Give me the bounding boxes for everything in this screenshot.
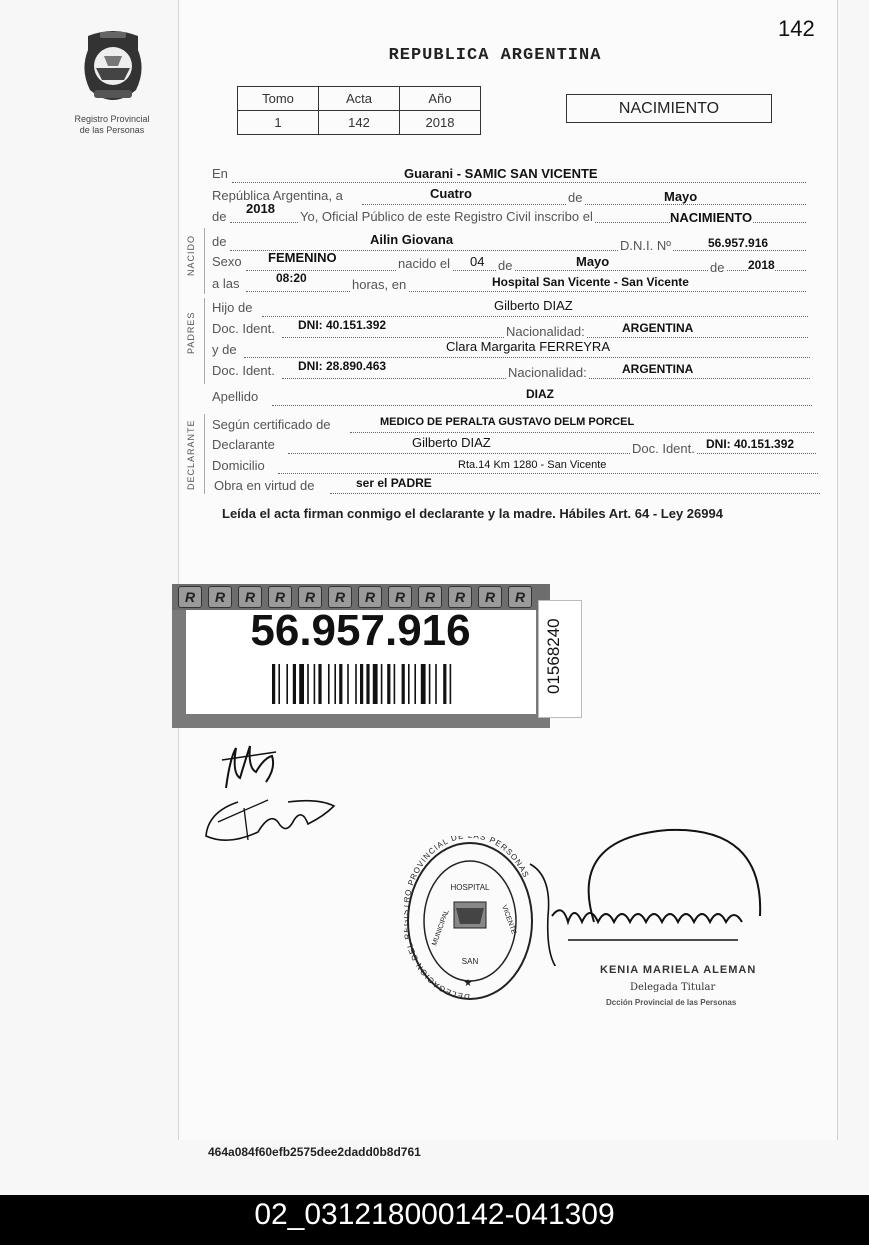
- official-org: Dcción Provincial de las Personas: [606, 998, 737, 1007]
- barcode-bar: [381, 664, 383, 704]
- barcode-bar: [443, 664, 446, 704]
- value-declarante-doc: DNI: 40.151.392: [706, 437, 795, 451]
- signature-official: [528, 826, 768, 971]
- label-republica: República Argentina, a: [212, 188, 343, 203]
- barcode-bar: [408, 664, 410, 704]
- label-nacionalidad-madre: Nacionalidad:: [508, 365, 587, 380]
- record-value-anio: 2018: [400, 111, 481, 135]
- closing-text: Leída el acta firman conmigo el declarante y la madre. Hábiles Art. 64 - Ley 26994: [222, 506, 723, 521]
- provincial-crest-logo: [80, 30, 146, 110]
- line-madre: [244, 357, 810, 358]
- stamp-inner-right: VICENTE: [500, 904, 518, 936]
- label-doc-declarante: Doc. Ident.: [632, 441, 695, 456]
- line-padre: [262, 316, 808, 317]
- label-y-de: y de: [212, 342, 237, 357]
- stamp-outer-text: DELEGACION DEL O PROVINCIAL DE S PERSONAS: [404, 836, 531, 1002]
- line-apellido: [272, 405, 812, 406]
- document-hash: 464a084f60efb2575dee2dadd0b8d761: [208, 1145, 421, 1159]
- footer-code: 02_031218000142-041309: [254, 1198, 615, 1231]
- line-domicilio: [278, 473, 818, 474]
- record-header-anio: Año: [400, 87, 481, 111]
- value-dia-nac: 04: [470, 254, 485, 269]
- line-declarante: [288, 453, 816, 454]
- label-de-anio-nac: de: [710, 260, 725, 275]
- barcode-bar: [366, 664, 369, 704]
- label-yo-oficial: Yo, Oficial Público de este Registro Civil inscribo el: [300, 209, 593, 224]
- value-obra-virtud: ser el PADRE: [356, 476, 432, 490]
- value-domicilio: Rta.14 Km 1280 - San Vicente: [458, 459, 607, 471]
- value-mes-inscripcion: Mayo: [664, 189, 698, 204]
- value-mes-nac: Mayo: [576, 254, 610, 269]
- crest-caption-line1: Registro Provincial: [74, 114, 150, 124]
- line-hora: [246, 291, 806, 292]
- value-anio-nac: 2018: [748, 258, 775, 272]
- record-value-tomo: 1: [238, 111, 319, 135]
- label-dni: D.N.I. Nº: [620, 238, 671, 253]
- record-header-acta: Acta: [319, 87, 400, 111]
- barcode-bar: [429, 664, 431, 704]
- value-lugar: Guarani - SAMIC SAN VICENTE: [404, 166, 598, 181]
- barcode-bar: [421, 664, 426, 704]
- label-domicilio: Domicilio: [212, 458, 265, 473]
- crest-caption-line2: de las Personas: [79, 125, 145, 135]
- barcode-bar: [355, 664, 357, 704]
- value-dia-letras: Cuatro: [430, 186, 472, 201]
- sticker-pattern-glyph: R: [238, 586, 262, 608]
- barcode-bar: [307, 664, 309, 704]
- barcode-bar: [339, 664, 342, 704]
- label-obra-virtud: Obra en virtud de: [214, 478, 315, 493]
- label-apellido: Apellido: [212, 389, 259, 404]
- crest-caption: [62, 114, 162, 136]
- label-a-las: a las: [212, 276, 240, 291]
- value-dni: 56.957.916: [708, 236, 769, 250]
- barcode-bar: [293, 664, 296, 704]
- line-en: [232, 182, 806, 183]
- signature-madre: [198, 792, 348, 857]
- sticker-pattern-glyph: R: [418, 586, 442, 608]
- official-round-stamp: [404, 836, 536, 1006]
- barcode-bar: [328, 664, 330, 704]
- label-de-nombre: de: [212, 234, 227, 249]
- value-padre-doc: DNI: 40.151.392: [298, 318, 387, 332]
- label-nacionalidad-padre: Nacionalidad:: [506, 324, 585, 339]
- value-apellido: DIAZ: [526, 387, 554, 401]
- value-padre-nac: ARGENTINA: [622, 321, 694, 335]
- label-horas-en: horas, en: [352, 277, 407, 292]
- section-divider-padres: [204, 298, 205, 384]
- value-certificado: MEDICO DE PERALTA GUSTAVO DELM PORCEL: [380, 416, 635, 428]
- record-value-acta: 142: [319, 111, 400, 135]
- label-doc-padre: Doc. Ident.: [212, 321, 275, 336]
- sticker-dni-number: 56.957.916: [250, 606, 471, 655]
- stamp-star-icon: ★: [463, 978, 473, 989]
- stamp-inner-top: HOSPITAL: [450, 883, 490, 892]
- label-declarante: Declarante: [212, 437, 275, 452]
- barcode-bar: [373, 664, 378, 704]
- value-lugar-nac: Hospital San Vicente - San Vicente: [492, 275, 689, 289]
- sticker-pattern-glyph: R: [478, 586, 502, 608]
- section-label-nacido: NACIDO: [186, 234, 196, 276]
- document-title: REPUBLICA ARGENTINA: [388, 46, 602, 65]
- page-number: 142: [778, 16, 815, 41]
- label-en: En: [212, 166, 228, 181]
- sticker-barcode: [272, 664, 486, 704]
- sticker-pattern-glyph: R: [448, 586, 472, 608]
- value-tipo: NACIMIENTO: [670, 210, 753, 225]
- sticker-pattern-glyph: R: [388, 586, 412, 608]
- label-sexo: Sexo: [212, 254, 242, 269]
- section-label-declarante: DECLARANTE: [186, 419, 196, 490]
- barcode-bar: [450, 664, 452, 704]
- official-name: KENIA MARIELA ALEMAN: [600, 964, 757, 976]
- sticker-pattern-glyph: R: [358, 586, 382, 608]
- stamp-inner-left: MUNICIPAL: [431, 908, 451, 947]
- barcode-bar: [394, 664, 396, 704]
- barcode-bar: [272, 664, 275, 704]
- record-type-box: NACIMIENTO: [566, 94, 772, 123]
- line-certificado: [350, 432, 814, 433]
- barcode-bar: [387, 664, 390, 704]
- barcode-bar: [278, 664, 280, 704]
- barcode-bar: [286, 664, 288, 704]
- value-anio-inscripcion: 2018: [246, 201, 275, 216]
- label-hijo-de: Hijo de: [212, 300, 253, 315]
- barcode-bar: [318, 664, 321, 704]
- line-obra-virtud: [330, 493, 820, 494]
- sticker-pattern-glyph: R: [328, 586, 352, 608]
- label-de-mes: de: [568, 190, 583, 205]
- barcode-bar: [360, 664, 363, 704]
- value-madre-nac: ARGENTINA: [622, 362, 694, 376]
- sticker-serial: 01568240: [544, 618, 563, 694]
- barcode-bar: [435, 664, 437, 704]
- record-table: [237, 86, 481, 135]
- value-nombre: Ailin Giovana: [370, 232, 454, 247]
- value-madre-doc: DNI: 28.890.463: [298, 359, 387, 373]
- label-nacido-el: nacido el: [398, 256, 451, 271]
- barcode-bar: [414, 664, 416, 704]
- value-hora: 08:20: [276, 271, 307, 285]
- value-padre: Gilberto DIAZ: [494, 298, 573, 313]
- label-de-mes-nac: de: [498, 258, 513, 273]
- section-label-padres: PADRES: [186, 311, 196, 354]
- label-doc-madre: Doc. Ident.: [212, 363, 275, 378]
- barcode-bar: [314, 664, 316, 704]
- official-title: Delegada Titular: [630, 982, 716, 993]
- sticker-pattern-glyph: R: [268, 586, 292, 608]
- sticker-pattern-glyph: R: [208, 586, 232, 608]
- value-declarante: Gilberto DIAZ: [412, 435, 491, 450]
- value-madre: Clara Margarita FERREYRA: [446, 339, 610, 354]
- section-divider-nacido: [204, 228, 205, 294]
- value-sexo: FEMENINO: [268, 250, 337, 265]
- label-de-anio: de: [212, 209, 227, 224]
- sticker-pattern-glyph: R: [298, 586, 322, 608]
- label-segun-cert: Según certificado de: [212, 417, 331, 432]
- sticker-pattern-glyph: R: [508, 586, 532, 608]
- barcode-bar: [347, 664, 349, 704]
- barcode-bar: [299, 664, 304, 704]
- record-header-tomo: Tomo: [238, 87, 319, 111]
- stamp-inner-bottom: SAN: [461, 957, 479, 966]
- section-divider-declarante: [204, 414, 205, 494]
- barcode-bar: [334, 664, 336, 704]
- sticker-pattern-glyph: R: [178, 586, 202, 608]
- barcode-bar: [402, 664, 405, 704]
